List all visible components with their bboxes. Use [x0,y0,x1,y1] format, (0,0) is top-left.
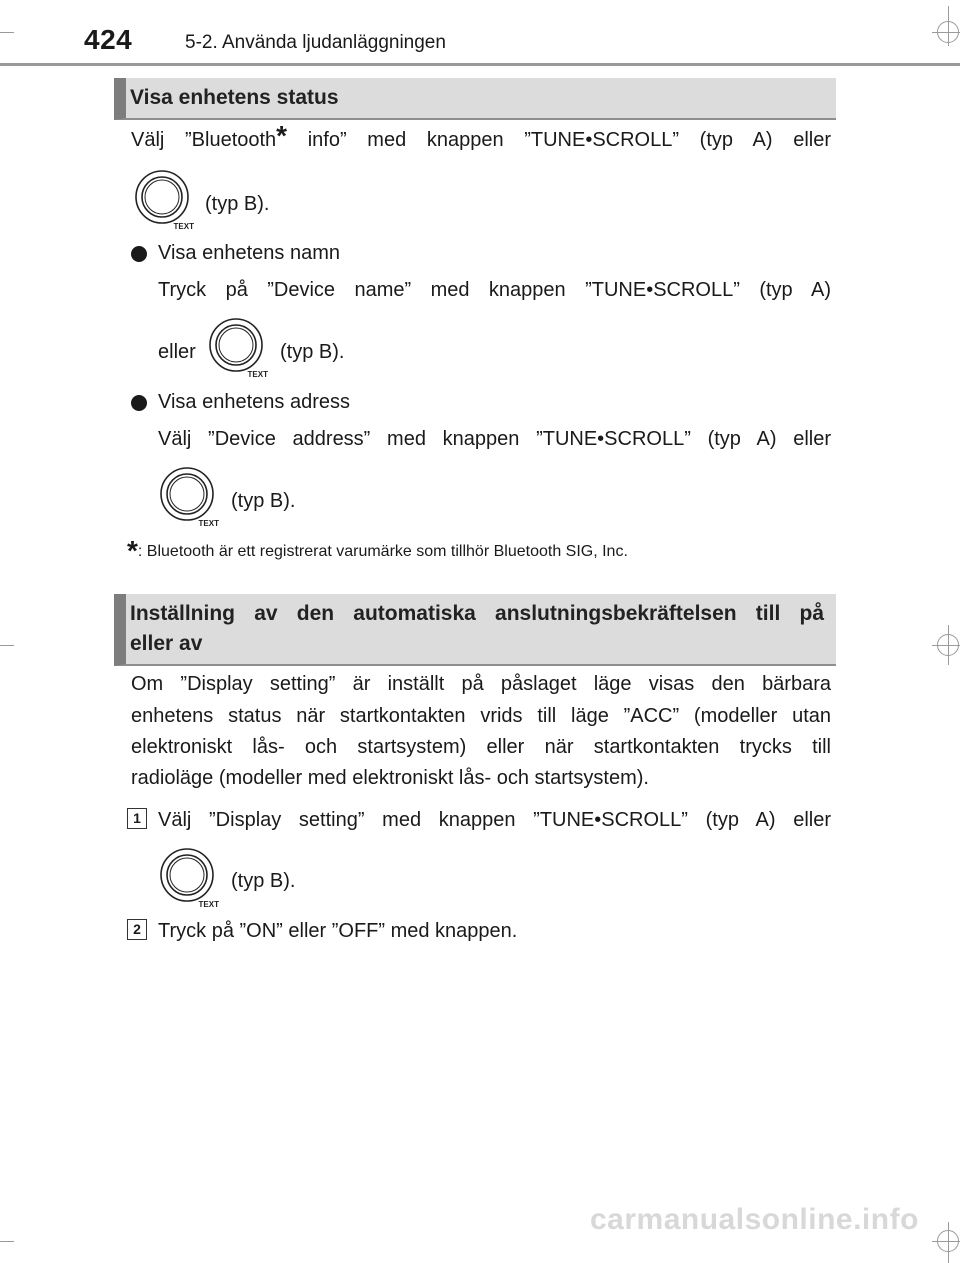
item-device-address-line1: Välj ”Device address” med knappen ”TUNE•SCROLL” (typ A) eller [158,428,831,450]
crop-mark-circle-mid-right [937,634,959,656]
paragraph-line2: enhetens status när startkontakten vrids till läge ”ACC” (modeller utan [131,705,831,727]
intro-line [131,120,831,154]
item-device-name-eller: eller [158,341,196,363]
step2-text: Tryck på ”ON” eller ”OFF” med knappen. [158,920,518,942]
item-device-name-line1: Tryck på ”Device name” med knappen ”TUNE•SCROLL” (typ A) [158,279,831,301]
paragraph-line3: elektroniskt lås- och startsystem) eller när startkontakten trycks till [131,736,831,758]
intro-text-pre: Välj ”Bluetooth [131,129,277,151]
item-device-address-title: Visa enhetens adress [158,391,350,413]
bullet-icon [131,395,147,411]
crop-mark-circle-bottom-right [937,1230,959,1252]
knob-text-label: TEXT [198,900,219,908]
step1-typ-b: (typ B). [231,870,296,892]
footnote [127,535,628,566]
typ-b-text: (typ B). [205,193,270,215]
item-device-name-typ-b: (typ B). [280,341,345,363]
footnote-star: * [127,535,138,566]
paragraph-line4: radioläge (modeller med elektroniskt lås- och startsystem). [131,767,649,789]
paragraph-line1: Om ”Display setting” är inställt på påslaget läge visas den bärbara [131,673,831,695]
tune-knob-icon [133,168,195,230]
section-heading-auto-connect [114,594,836,666]
section-heading-text: Visa enhetens status [130,86,339,109]
crop-mark-circle-top-right [937,21,959,43]
tune-knob-icon [207,316,269,378]
tune-knob-icon [158,846,220,908]
knob-text-label: TEXT [247,370,268,378]
step-number-2: 2 [127,919,147,940]
crop-mark-top-left-h [0,32,14,33]
page-number: 424 [84,24,133,55]
tune-knob-icon [158,465,220,527]
knob-text-label: TEXT [173,222,194,230]
knob-text-label: TEXT [198,519,219,527]
watermark: carmanualsonline.info [590,1203,919,1236]
item-device-name-title: Visa enhetens namn [158,242,340,264]
section-heading-device-status [114,78,836,120]
item-device-address-typ-b: (typ B). [231,490,296,512]
crop-mark-bottom-left-h [0,1241,14,1242]
step1-line1: Välj ”Display setting” med knappen ”TUNE•SCROLL” (typ A) eller [158,809,831,831]
crop-mark-mid-left-h [0,645,14,646]
trademark-star: * [276,120,288,151]
section-title: 5-2. Använda ljudanläggningen [185,32,446,53]
footnote-text: : Bluetooth är ett registrerat varumärke som tillhör Bluetooth SIG, Inc. [137,543,628,560]
section-heading-line1: Inställning av den automatiska anslutningsbekräftelsen till på [130,602,824,625]
section-heading-line2: eller av [130,632,203,655]
header-rule [0,63,960,66]
bullet-icon [131,246,147,262]
step-number-1: 1 [127,808,147,829]
intro-text-post: info” med knappen ”TUNE•SCROLL” (typ A) eller [287,129,831,151]
